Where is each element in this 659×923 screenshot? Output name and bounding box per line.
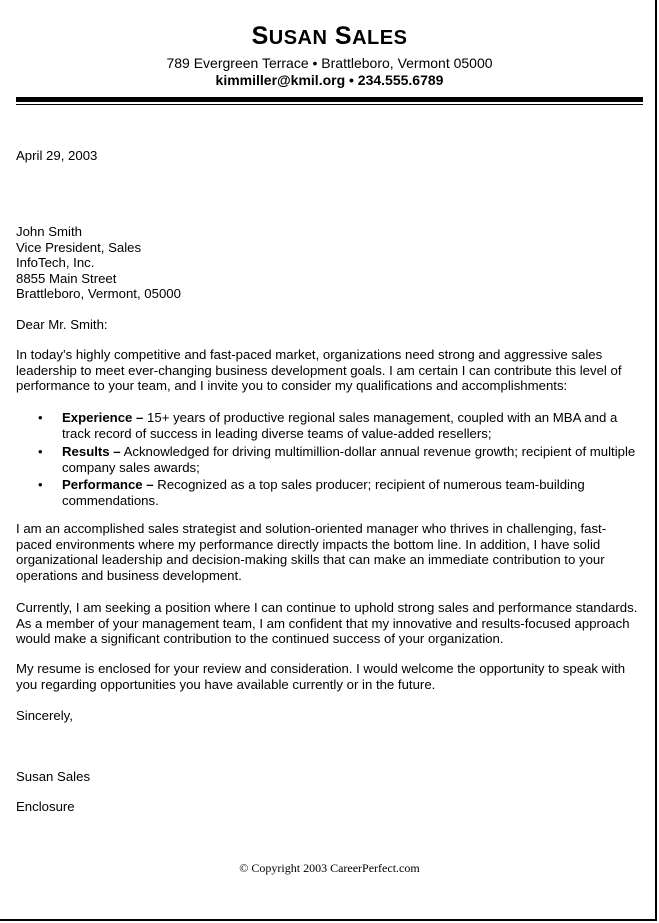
recipient-line: InfoTech, Inc.: [16, 255, 95, 271]
intro-line: leadership to meet ever-changing business development goals. I am certain I can contribute this level of: [16, 362, 622, 378]
closing: Sincerely,: [16, 708, 73, 723]
bullet-text: 15+ years of productive regional sales management, coupled with an MBA and a: [143, 410, 618, 425]
name-rest-2: ALES: [352, 27, 408, 49]
bullet-line: [62, 410, 617, 426]
bullet-label: Experience –: [62, 410, 144, 425]
signature: Susan Sales: [16, 769, 91, 784]
bullet-line: [62, 477, 585, 493]
bullet-label: Performance –: [62, 477, 154, 492]
sender-contact: kimmiller@kmil.org • 234.555.6789: [215, 72, 444, 88]
header-rule-thin: [16, 104, 643, 105]
name-rest-1: USAN: [268, 27, 328, 49]
sender-address: 789 Evergreen Terrace • Brattleboro, Vermont 05000: [166, 55, 493, 71]
intro-line: performance to your team, and I invite you to consider my qualifications and accomplishments:: [16, 378, 568, 394]
paragraph-line: As a member of your management team, I am confident that my innovative and results-focused approach: [16, 615, 630, 631]
bullet-icon: •: [38, 410, 43, 425]
recipient-line: 8855 Main Street: [16, 270, 117, 286]
bullet-line: commendations.: [62, 492, 159, 508]
copyright-footer: © Copyright 2003 CareerPerfect.com: [239, 861, 420, 875]
enclosure: Enclosure: [16, 799, 75, 814]
paragraph-line: My resume is enclosed for your review and consideration. I would welcome the opportunity to speak with: [16, 661, 626, 676]
intro-line: In today’s highly competitive and fast-paced market, organizations need strong and aggressive sales: [16, 347, 603, 362]
recipient-line: John Smith: [16, 224, 82, 239]
sender-name: [0, 22, 659, 52]
paragraph-line: would make a significant contribution to the continued success of your organization.: [16, 631, 504, 647]
header-rule-thick: [16, 97, 643, 102]
recipient-line: Brattleboro, Vermont, 05000: [16, 286, 181, 302]
paragraph-line: operations and business development.: [16, 567, 242, 583]
salutation: Dear Mr. Smith:: [16, 317, 108, 332]
paragraph-line: paced environments where my performance directly impacts the bottom line. In addition, I have solid: [16, 536, 601, 552]
bullet-text: Acknowledged for driving multimillion-dollar annual revenue growth; recipient of multiple: [120, 444, 636, 459]
letter-date: April 29, 2003: [16, 148, 98, 163]
paragraph-line: Currently, I am seeking a position where I can continue to uphold strong sales and performance standards.: [16, 600, 638, 615]
bullet-line: company sales awards;: [62, 459, 200, 475]
bullet-icon: •: [38, 444, 43, 459]
name-initial-1: S: [251, 22, 269, 50]
paragraph-line: organizational leadership and decision-making skills that can make an immediate contribution to your: [16, 552, 605, 568]
bullet-label: Results –: [62, 444, 121, 459]
bullet-line: track record of success in leading diverse teams of value-added resellers;: [62, 425, 492, 441]
paragraph-line: I am an accomplished sales strategist and solution-oriented manager who thrives in challenging, fast-: [16, 521, 607, 536]
bullet-line: [62, 444, 635, 460]
recipient-line: Vice President, Sales: [16, 239, 142, 255]
paragraph-line: you regarding opportunities you have available currently or in the future.: [16, 676, 436, 692]
bullet-text: Recognized as a top sales producer; recipient of numerous team-building: [153, 477, 585, 492]
bullet-icon: •: [38, 477, 43, 492]
name-initial-2: S: [334, 22, 353, 50]
